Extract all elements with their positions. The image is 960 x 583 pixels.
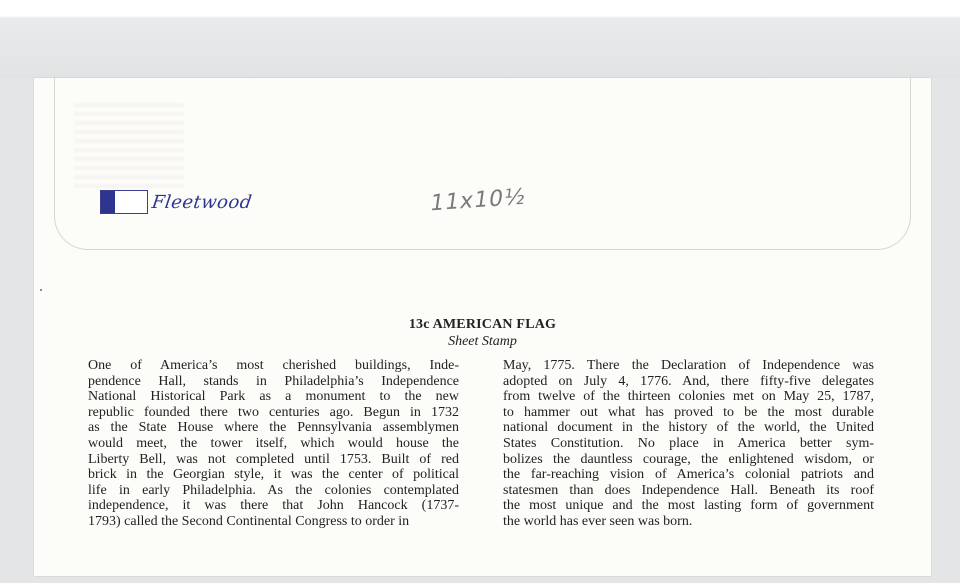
- card-title: 13c AMERICAN FLAG: [408, 317, 557, 332]
- text-line: would meet, the tower itself, which would house the: [88, 435, 459, 451]
- text-line: bolizes the dauntless courage, the enlightened wisdom, or: [503, 451, 874, 467]
- text-line: the far-reaching vision of America’s colonial patriots and: [503, 467, 874, 483]
- text-line: statesmen than does Independence Hall. Beneath its roof: [503, 482, 874, 498]
- show-through-print: [74, 100, 184, 188]
- text-line: brick in the Georgian style, it was the center of political: [88, 467, 459, 483]
- text-line: National Historical Park as a monument to the new: [88, 389, 459, 405]
- text-line: States Constitution. No place in America better sym-: [503, 435, 874, 451]
- text-line: independence, it was there that John Hancock (1737-: [88, 498, 459, 514]
- text-line: to hammer out what has proved to be the most durable: [503, 404, 874, 420]
- text-line: pendence Hall, stands in Philadelphia’s Independence: [88, 373, 459, 389]
- text-line: 1793) called the Second Continental Congress to order in: [88, 513, 410, 529]
- text-column-left: [88, 358, 459, 530]
- handwritten-size-note: 11x10½: [428, 184, 529, 217]
- envelope-back: [34, 78, 931, 576]
- text-line: from twelve of the thirteen colonies met on May 25, 1787,: [503, 389, 874, 405]
- logo-wordmark: Fleetwood: [150, 191, 254, 213]
- text-line: adopted on July 4, 1776. And, there fifty-five delegates: [503, 373, 874, 389]
- text-line: May, 1775. There the Declaration of Independence was: [503, 358, 874, 373]
- text-line: life in early Philadelphia. As the colonies contemplated: [88, 482, 459, 498]
- text-line: the most unique and the most lasting form of government: [503, 498, 874, 514]
- card-subtitle: Sheet Stamp: [448, 334, 517, 349]
- background-right: [931, 78, 960, 583]
- margin-mark: [40, 289, 42, 291]
- text-column-right: [503, 358, 874, 530]
- text-line: One of America’s most cherished buildings, Inde-: [88, 358, 459, 373]
- fleetwood-logo: [100, 189, 252, 215]
- text-line: republic founded there two centuries ago. Begun in 1732: [88, 404, 459, 420]
- text-line: national document in the history of the world, the United: [503, 420, 874, 436]
- text-line: as the State House where the Pennsylvania assemblymen: [88, 420, 459, 436]
- logo-flag-icon: [100, 190, 148, 214]
- background-left: [0, 78, 34, 583]
- background-top: [0, 0, 960, 78]
- text-line: the world has ever seen was born.: [503, 513, 693, 529]
- background-bottom: [0, 576, 960, 583]
- text-line: Liberty Bell, was not completed until 1753. Built of red: [88, 451, 459, 467]
